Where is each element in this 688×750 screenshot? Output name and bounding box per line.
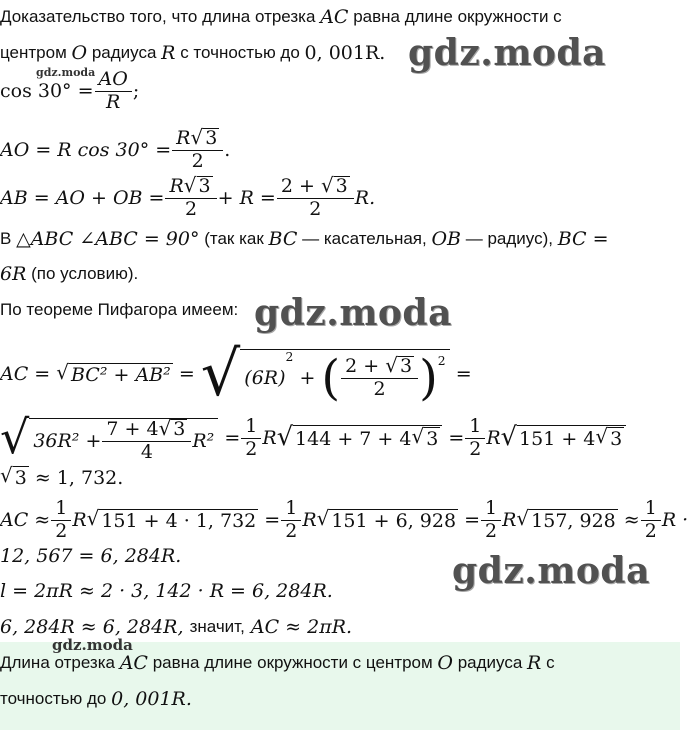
answer-text-5: точностью до <box>0 689 107 708</box>
tri-text: В <box>0 229 12 248</box>
intro-precision: 0, 001R. <box>304 42 386 64</box>
ac-eq: = <box>178 363 195 385</box>
ab-mid: + R = <box>217 186 276 209</box>
fraction-half <box>643 496 659 542</box>
frac-num: 2 + <box>345 354 380 377</box>
fraction-half <box>53 496 69 542</box>
answer-text: Длина отрезка <box>0 653 115 672</box>
eq: = <box>264 509 281 531</box>
paren-open: ( <box>321 349 341 406</box>
intro-text-2: равна длине окружности с <box>353 7 562 26</box>
sqrt-inner: √ 3 <box>411 424 439 450</box>
circumference-text: l = 2πR ≈ 2 · 3, 142 · R = 6, 284R. <box>0 580 333 602</box>
sqrt-content: 157, 928 <box>531 509 616 532</box>
answer-r: R <box>527 652 542 674</box>
frac-den: 2 <box>641 520 661 542</box>
sqrt-3: √ 3 <box>0 463 27 489</box>
tri-text-2: (так как <box>204 229 264 248</box>
cos-end: ; <box>132 80 140 103</box>
step-ac-approx-line-2 <box>0 545 181 567</box>
intro-line-1 <box>0 6 562 28</box>
eq: = <box>464 509 481 531</box>
sqrt-151: √ 151 + 4 √ 3 <box>501 425 627 451</box>
tri-bc2: BC = <box>557 228 609 250</box>
step-triangle-line-2 <box>0 263 138 285</box>
answer-text-4: с <box>546 653 555 672</box>
frac-den: 2 <box>165 198 216 220</box>
sqrt-b: √ 151 + 6, 928 <box>316 505 457 532</box>
sqrt-a: √ 151 + 4 · 1, 732 <box>86 505 257 532</box>
ac-approx-result: 12, 567 = 6, 284R. <box>0 545 182 567</box>
answer-ac: AC <box>119 652 148 674</box>
fraction-half <box>243 414 259 460</box>
ao-lhs: AO = R cos 30° = <box>0 138 172 161</box>
sqrt-content: 151 + 4 · 1, 732 <box>101 509 257 532</box>
intro-text: Доказательство того, что длина отрезка <box>0 7 316 26</box>
sqrt-sign: √ 3 <box>190 125 218 149</box>
sqrt-sign: √ 3 <box>183 173 211 197</box>
fraction-2-plus-root3 <box>279 173 352 220</box>
sqrt-sign: √ 3 <box>320 173 348 197</box>
sqrt-content: 144 + 7 + 4 <box>295 427 412 450</box>
ao-end: . <box>224 138 231 161</box>
eq: = <box>448 427 465 449</box>
sqrt-c: √ 157, 928 <box>516 505 616 532</box>
frac-r: R <box>169 175 184 197</box>
tri-text-3: — касательная, <box>302 229 427 248</box>
ac-end: = <box>455 363 472 385</box>
square: 2 <box>437 353 446 368</box>
ac-lhs: AC = <box>0 363 51 385</box>
step-ab <box>0 173 376 220</box>
term-r2: R² <box>192 429 215 452</box>
watermark-lower: gdz.moda <box>452 550 650 592</box>
intro-r: R <box>161 42 176 64</box>
frac-den: 2 <box>465 438 485 460</box>
sqrt-content-inner: 3 <box>426 428 439 450</box>
frac-den: 2 <box>341 378 418 400</box>
frac-den: 4 <box>102 441 191 463</box>
big-sqrt-sign: √ <box>200 336 241 410</box>
frac-num: AO <box>98 68 128 90</box>
frac-den: 2 <box>277 198 354 220</box>
answer-o: O <box>437 652 453 674</box>
answer-precision: 0, 001R. <box>111 688 192 710</box>
sqrt-content: 3 <box>399 354 413 377</box>
fraction-half <box>283 496 299 542</box>
frac-den: 2 <box>51 520 71 542</box>
tri-text-5: (по условию). <box>31 264 139 283</box>
paren-close: ) <box>419 349 438 406</box>
plus: + <box>299 366 316 389</box>
frac-num: 2 + <box>280 175 315 197</box>
intro-text-4: радиуса <box>91 43 157 62</box>
frac-num: 1 <box>285 496 298 519</box>
big-sqrt-content <box>29 415 218 463</box>
conclusion-math-2: AC ≈ 2πR. <box>250 616 353 638</box>
term-6r: (6R) <box>244 366 286 389</box>
frac-num: 1 <box>469 414 482 437</box>
big-sqrt <box>200 336 450 410</box>
ab-end: R. <box>354 186 376 209</box>
approx: ≈ <box>623 509 640 531</box>
frac-den: 2 <box>241 438 261 460</box>
r: R <box>262 427 277 449</box>
tri-ob: OB <box>431 228 462 250</box>
step-ac-approx <box>0 494 688 546</box>
tri-6r: 6R <box>0 263 27 285</box>
frac-den: 2 <box>172 150 223 172</box>
eq: = <box>224 427 241 449</box>
step-expand <box>0 410 626 466</box>
frac-den: 2 <box>481 520 501 542</box>
big-sqrt-2 <box>0 409 218 464</box>
watermark-top: gdz.moda <box>408 32 606 74</box>
tri-math: △ABC ∠ABC = 90° <box>16 228 200 250</box>
frac-num: 1 <box>485 496 498 519</box>
answer-text-2: равна длине окружности с центром <box>152 653 433 672</box>
step-ac-root <box>0 336 472 412</box>
frac-r: R <box>176 127 191 149</box>
tri-bc: BC <box>268 228 298 250</box>
sqrt-content: 3 <box>14 467 27 489</box>
frac-num: 1 <box>55 496 68 519</box>
fraction-7-plus-4root3 <box>104 415 189 463</box>
frac-den: 2 <box>281 520 301 542</box>
fraction-r-root3-2 <box>167 173 214 220</box>
step-conclusion <box>0 616 352 638</box>
step-circumference <box>0 580 333 602</box>
cos-lhs: cos 30° = <box>0 80 94 103</box>
step-root3-approx <box>0 463 124 489</box>
big-sqrt-content <box>240 349 449 406</box>
frac-num: 1 <box>245 414 258 437</box>
answer-line-1 <box>0 652 555 674</box>
watermark-small-top: gdz.moda <box>36 66 96 79</box>
watermark-small-bottom: gdz.moda <box>52 636 133 654</box>
step-cos30 <box>0 70 139 113</box>
term-36r: 36R² + <box>33 429 102 452</box>
sqrt-sign: √ 3 <box>158 415 186 440</box>
sqrt-144: √ 144 + 7 + 4 √ 3 <box>277 425 443 451</box>
intro-ac: AC <box>320 6 349 28</box>
ab-lhs: AB = AO + OB = <box>0 186 165 209</box>
step-pythagoras <box>0 300 238 320</box>
r-dot: R · <box>661 509 688 531</box>
tri-text-4: — радиус), <box>465 229 553 248</box>
sqrt-sign: √ 3 <box>385 352 413 377</box>
frac-num: 1 <box>644 496 657 519</box>
pythagoras-text: По теореме Пифагора имеем: <box>0 300 239 319</box>
fraction-half <box>483 496 499 542</box>
sqrt-content: 151 + 4 <box>519 427 596 450</box>
sqrt-content: BC² + AB² <box>70 363 171 386</box>
intro-text-5: с точностью до <box>180 43 300 62</box>
r: R <box>72 509 87 531</box>
r: R <box>502 509 517 531</box>
r: R <box>302 509 317 531</box>
frac-den: R <box>95 91 132 113</box>
answer-line-2 <box>0 688 192 710</box>
fraction-ao-r <box>97 70 130 113</box>
sqrt-inner: √ 3 <box>595 424 623 450</box>
approx-text: ≈ 1, 732. <box>34 466 124 489</box>
intro-line-2 <box>0 42 385 64</box>
sqrt-content: 3 <box>173 417 186 440</box>
frac-num: 7 + 4 <box>106 417 159 440</box>
answer-text-3: радиуса <box>457 653 523 672</box>
conclusion-text: значит, <box>189 617 245 636</box>
conclusion-math: 6, 284R ≈ 6, 284R, <box>0 616 184 638</box>
sqrt-content: 3 <box>205 127 218 149</box>
square: 2 <box>285 349 294 364</box>
fraction-r-root3-2 <box>174 125 221 172</box>
intro-text-3: центром <box>0 43 67 62</box>
step-triangle-line-1 <box>0 228 609 250</box>
ac-lhs: AC ≈ <box>0 509 51 531</box>
intro-o: O <box>71 42 88 64</box>
r: R <box>486 427 501 449</box>
watermark-middle: gdz.moda <box>254 292 452 334</box>
sqrt-content: 3 <box>198 175 211 197</box>
fraction-2-plus-root3 <box>343 352 416 400</box>
big-sqrt-sign: √ <box>0 409 30 464</box>
sqrt-content-inner: 3 <box>610 428 623 450</box>
fraction-half <box>467 414 483 460</box>
sqrt-bc-ab: √ BC² + AB² <box>56 359 171 386</box>
sqrt-content: 3 <box>335 175 348 197</box>
step-ao <box>0 125 231 172</box>
sqrt-content: 151 + 6, 928 <box>331 509 457 532</box>
